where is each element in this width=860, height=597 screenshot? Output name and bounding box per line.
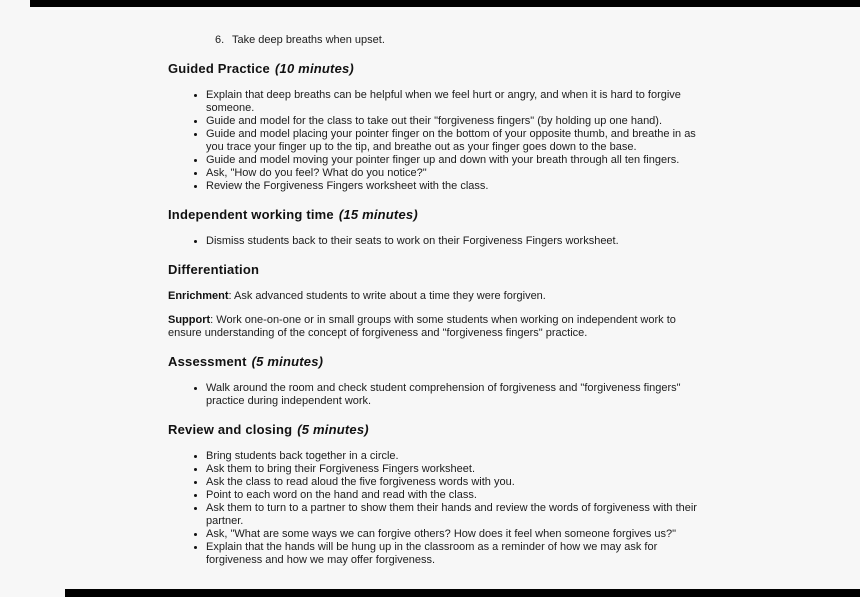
- bullet-dot-icon: [194, 159, 197, 162]
- bullet-item: [193, 89, 698, 115]
- bullet-item: [193, 476, 698, 489]
- section-duration: (5 minutes): [297, 422, 369, 437]
- bullet-item: [193, 167, 698, 180]
- section-heading-text: Independent working time: [168, 207, 334, 222]
- bullet-text: Guide and model for the class to take out their "forgiveness fingers" (by holding up one hand).: [206, 115, 663, 127]
- bullet-item: [193, 180, 698, 193]
- section-duration: (10 minutes): [274, 61, 354, 76]
- bullet-item: [193, 541, 698, 567]
- bullet-list: [193, 450, 698, 567]
- bullet-item: [193, 235, 698, 248]
- section-heading-text: Assessment: [168, 354, 247, 369]
- bullet-item: [193, 154, 698, 167]
- section-duration: (5 minutes): [251, 354, 324, 369]
- paragraph: [168, 314, 708, 340]
- top-crop-bar: [30, 0, 860, 7]
- bullet-list: [193, 89, 698, 193]
- bullet-dot-icon: [194, 185, 197, 188]
- bullet-text: Dismiss students back to their seats to work on their Forgiveness Fingers worksheet.: [206, 235, 619, 247]
- bullet-item: [193, 128, 698, 154]
- section-heading: [168, 208, 713, 221]
- bullet-dot-icon: [194, 494, 197, 497]
- bullet-dot-icon: [194, 172, 197, 175]
- bullet-item: [193, 450, 698, 463]
- paragraph-text: : Ask advanced students to write about a time they were forgiven.: [228, 290, 546, 302]
- section-heading: [168, 62, 713, 75]
- section-heading-text: Differentiation: [168, 262, 260, 277]
- paragraph: [168, 290, 708, 303]
- bullet-dot-icon: [194, 387, 197, 390]
- bullet-text: Bring students back together in a circle.: [206, 450, 399, 462]
- bullet-dot-icon: [194, 94, 197, 97]
- section-duration: (15 minutes): [338, 207, 418, 222]
- bullet-dot-icon: [194, 468, 197, 471]
- bullet-dot-icon: [194, 455, 197, 458]
- section-heading: [168, 423, 713, 436]
- bullet-text: Explain that deep breaths can be helpful when we feel hurt or angry, and when it is hard to forgive someone.: [206, 89, 681, 114]
- numbered-item-text: Take deep breaths when upset.: [232, 34, 385, 46]
- section-heading-text: Guided Practice: [168, 61, 270, 76]
- list-number: 6.: [215, 34, 225, 46]
- bullet-dot-icon: [194, 481, 197, 484]
- bullet-text: Review the Forgiveness Fingers worksheet with the class.: [206, 180, 489, 192]
- bullet-item: [193, 463, 698, 476]
- paragraph-text: : Work one-on-one or in small groups with some students when working on independent work to ensure understanding of the concept of forgiveness and "forgiveness fingers" practice.: [168, 314, 676, 339]
- bullet-item: [193, 502, 698, 528]
- paragraph-lead: Enrichment: [168, 290, 229, 302]
- bullet-text: Guide and model placing your pointer finger on the bottom of your opposite thumb, and breathe in as you trace your finger up to the tip, and breathe out as your finger goes down to the base.: [206, 128, 696, 153]
- bullet-dot-icon: [194, 240, 197, 243]
- bullet-list: [193, 235, 698, 248]
- bullet-text: Ask them to turn to a partner to show them their hands and review the words of forgiveness with their partner.: [206, 502, 697, 527]
- bullet-dot-icon: [194, 507, 197, 510]
- numbered-list-item: [168, 34, 713, 47]
- section-heading: [168, 263, 713, 276]
- bullet-dot-icon: [194, 546, 197, 549]
- bullet-text: Ask the class to read aloud the five forgiveness words with you.: [206, 476, 515, 488]
- bullet-item: [193, 528, 698, 541]
- bullet-text: Point to each word on the hand and read with the class.: [206, 489, 477, 501]
- bullet-item: [193, 115, 698, 128]
- bullet-text: Guide and model moving your pointer finger up and down with your breath through all ten fingers.: [206, 154, 680, 166]
- paragraph-lead: Support: [168, 314, 211, 326]
- bullet-item: [193, 489, 698, 502]
- bullet-dot-icon: [194, 133, 197, 136]
- bullet-list: [193, 382, 698, 408]
- bullet-text: Ask, "How do you feel? What do you notice?": [206, 167, 427, 179]
- bullet-text: Walk around the room and check student comprehension of forgiveness and "forgiveness fingers" practice during independent work.: [206, 382, 681, 407]
- bullet-text: Explain that the hands will be hung up in the classroom as a reminder of how we may ask for forgiveness and how we may offer forgiveness.: [206, 541, 658, 566]
- bullet-dot-icon: [194, 120, 197, 123]
- document-body: [168, 34, 713, 567]
- section-heading: [168, 355, 713, 368]
- section-heading-text: Review and closing: [168, 422, 293, 437]
- bullet-text: Ask, "What are some ways we can forgive others? How does it feel when someone forgives us?": [206, 528, 677, 540]
- bullet-dot-icon: [194, 533, 197, 536]
- bottom-crop-bar: [65, 589, 860, 597]
- bullet-text: Ask them to bring their Forgiveness Fingers worksheet.: [206, 463, 476, 475]
- bullet-item: [193, 382, 698, 408]
